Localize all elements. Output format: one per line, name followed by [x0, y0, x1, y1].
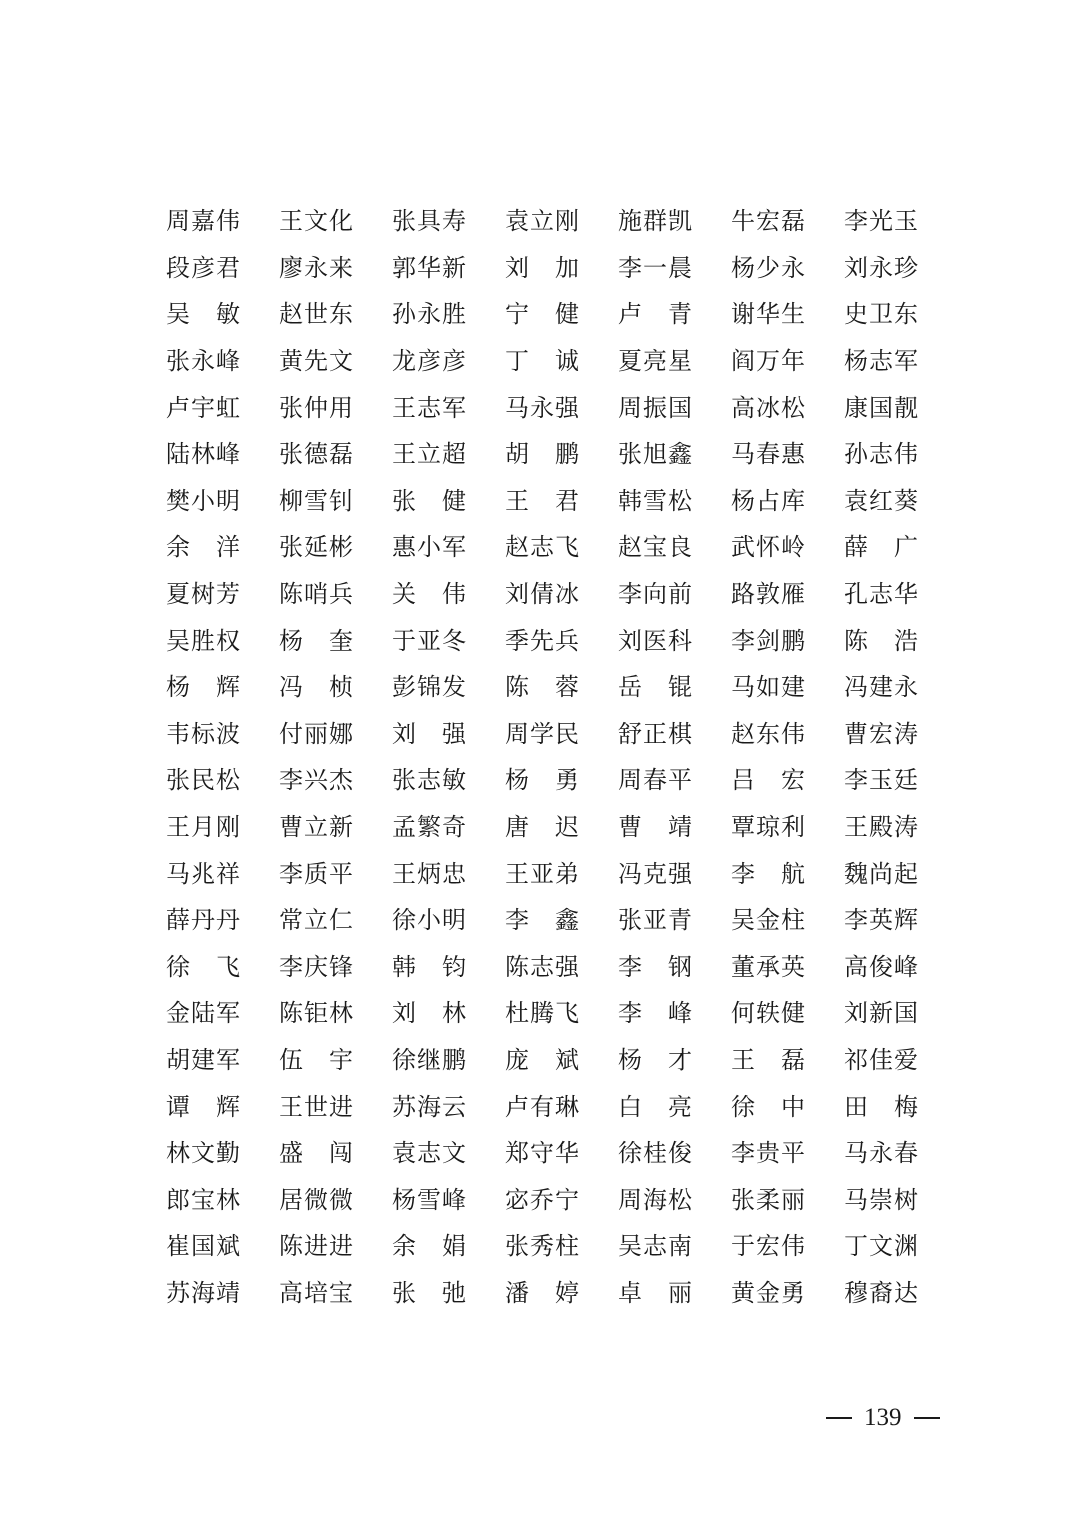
name-cell: 赵志飞: [505, 533, 580, 562]
name-cell: 何轶健: [731, 999, 806, 1028]
name-cell: 黄金勇: [731, 1278, 806, 1307]
name-cell: 张仲用: [279, 393, 354, 422]
name-cell: 马兆祥: [166, 859, 241, 888]
name-cell: 薛丹丹: [166, 906, 241, 935]
name-cell: 穆裔达: [844, 1278, 919, 1307]
name-row: [166, 291, 926, 338]
name-cell: 龙彦彦: [392, 347, 467, 376]
name-cell: 伍 宇: [279, 1045, 354, 1074]
name-cell: 关 伟: [392, 580, 467, 609]
name-cell: 王文化: [279, 207, 354, 236]
name-cell: 赵世东: [279, 300, 354, 329]
name-cell: 张具寿: [392, 207, 467, 236]
name-row: [166, 571, 926, 618]
name-cell: 廖永来: [279, 253, 354, 282]
name-cell: 张 弛: [392, 1278, 467, 1307]
name-cell: 张旭鑫: [618, 440, 693, 469]
name-cell: 徐小明: [392, 906, 467, 935]
name-row: [166, 524, 926, 571]
name-cell: 刘 林: [392, 999, 467, 1028]
name-cell: 韩雪松: [618, 486, 693, 515]
name-cell: 黄先文: [279, 347, 354, 376]
name-cell: 周振国: [618, 393, 693, 422]
name-cell: 张延彬: [279, 533, 354, 562]
name-cell: 孙志伟: [844, 440, 919, 469]
name-cell: 潘 婷: [505, 1278, 580, 1307]
name-cell: 宁 健: [505, 300, 580, 329]
name-cell: 施群凯: [618, 207, 693, 236]
name-cell: 李 钢: [618, 952, 693, 981]
page-number: 139: [864, 1404, 902, 1431]
name-cell: 路敦雁: [731, 580, 806, 609]
name-cell: 陈 浩: [844, 626, 919, 655]
name-row: [166, 850, 926, 897]
name-cell: 魏尚起: [844, 859, 919, 888]
name-cell: 李 航: [731, 859, 806, 888]
name-cell: 冯克强: [618, 859, 693, 888]
name-cell: 李剑鹏: [731, 626, 806, 655]
name-cell: 覃琼利: [731, 813, 806, 842]
name-cell: 李光玉: [844, 207, 919, 236]
name-cell: 谢华生: [731, 300, 806, 329]
name-cell: 柳雪钊: [279, 486, 354, 515]
name-cell: 李庆锋: [279, 952, 354, 981]
name-cell: 吴 敏: [166, 300, 241, 329]
name-cell: 郑守华: [505, 1139, 580, 1168]
name-cell: 徐继鹏: [392, 1045, 467, 1074]
name-cell: 宓乔宁: [505, 1185, 580, 1214]
name-row: [166, 338, 926, 385]
name-cell: 高培宝: [279, 1278, 354, 1307]
name-cell: 韦标波: [166, 719, 241, 748]
name-cell: 杨 才: [618, 1045, 693, 1074]
name-cell: 李向前: [618, 580, 693, 609]
name-cell: 周学民: [505, 719, 580, 748]
name-cell: 王 磊: [731, 1045, 806, 1074]
name-cell: 杨占库: [731, 486, 806, 515]
name-cell: 王志军: [392, 393, 467, 422]
name-cell: 张德磊: [279, 440, 354, 469]
name-cell: 冯 桢: [279, 673, 354, 702]
name-cell: 董承英: [731, 952, 806, 981]
name-row: [166, 1037, 926, 1084]
name-cell: 白 亮: [618, 1092, 693, 1121]
name-cell: 薛 广: [844, 533, 919, 562]
name-cell: 吴志南: [618, 1232, 693, 1261]
name-cell: 崔国斌: [166, 1232, 241, 1261]
name-row: [166, 711, 926, 758]
name-cell: 卢 青: [618, 300, 693, 329]
name-cell: 王 君: [505, 486, 580, 515]
name-cell: 杨 奎: [279, 626, 354, 655]
name-row: [166, 944, 926, 991]
name-row: [166, 478, 926, 525]
name-cell: 孙永胜: [392, 300, 467, 329]
name-cell: 彭锦发: [392, 673, 467, 702]
name-cell: 张永峰: [166, 347, 241, 376]
name-cell: 惠小军: [392, 533, 467, 562]
name-cell: 常立仁: [279, 906, 354, 935]
name-row: [166, 1176, 926, 1223]
name-cell: 卓 丽: [618, 1278, 693, 1307]
name-cell: 谭 辉: [166, 1092, 241, 1121]
name-row: [166, 198, 926, 245]
name-cell: 樊小明: [166, 486, 241, 515]
name-cell: 马永强: [505, 393, 580, 422]
name-cell: 徐 中: [731, 1092, 806, 1121]
name-cell: 金陆军: [166, 999, 241, 1028]
name-cell: 卢有琳: [505, 1092, 580, 1121]
name-cell: 张志敏: [392, 766, 467, 795]
name-cell: 刘 强: [392, 719, 467, 748]
name-cell: 牛宏磊: [731, 207, 806, 236]
name-cell: 付丽娜: [279, 719, 354, 748]
name-cell: 孟繁奇: [392, 813, 467, 842]
name-cell: 林文勤: [166, 1139, 241, 1168]
name-cell: 王炳忠: [392, 859, 467, 888]
name-cell: 杨少永: [731, 253, 806, 282]
name-cell: 祁佳爱: [844, 1045, 919, 1074]
name-cell: 王月刚: [166, 813, 241, 842]
name-cell: 李兴杰: [279, 766, 354, 795]
name-cell: 季先兵: [505, 626, 580, 655]
name-cell: 王世进: [279, 1092, 354, 1121]
dash-right: [914, 1417, 940, 1419]
name-cell: 杨志军: [844, 347, 919, 376]
name-cell: 余 洋: [166, 533, 241, 562]
name-cell: 曹立新: [279, 813, 354, 842]
name-cell: 陈进进: [279, 1232, 354, 1261]
name-row: [166, 804, 926, 851]
name-row: [166, 757, 926, 804]
name-cell: 马如建: [731, 673, 806, 702]
name-cell: 杨雪峰: [392, 1185, 467, 1214]
name-cell: 盛 闯: [279, 1139, 354, 1168]
page-footer: [826, 1404, 940, 1432]
name-row: [166, 617, 926, 664]
name-cell: 李质平: [279, 859, 354, 888]
name-cell: 陈志强: [505, 952, 580, 981]
name-cell: 李一晨: [618, 253, 693, 282]
dash-left: [826, 1417, 852, 1419]
name-cell: 陈钜林: [279, 999, 354, 1028]
name-cell: 杜腾飞: [505, 999, 580, 1028]
name-cell: 唐 迟: [505, 813, 580, 842]
name-cell: 吴胜权: [166, 626, 241, 655]
name-cell: 卢宇虹: [166, 393, 241, 422]
name-cell: 刘倩冰: [505, 580, 580, 609]
name-cell: 吕 宏: [731, 766, 806, 795]
name-cell: 武怀岭: [731, 533, 806, 562]
name-row: [166, 990, 926, 1037]
name-row: [166, 1270, 926, 1317]
name-cell: 曹 靖: [618, 813, 693, 842]
name-cell: 丁文渊: [844, 1232, 919, 1261]
name-cell: 张亚青: [618, 906, 693, 935]
name-cell: 王亚弟: [505, 859, 580, 888]
name-cell: 郎宝林: [166, 1185, 241, 1214]
name-cell: 周嘉伟: [166, 207, 241, 236]
name-cell: 余 娟: [392, 1232, 467, 1261]
name-list: [166, 198, 926, 1316]
name-cell: 徐 飞: [166, 952, 241, 981]
name-cell: 夏树芳: [166, 580, 241, 609]
name-cell: 丁 诚: [505, 347, 580, 376]
name-cell: 胡 鹏: [505, 440, 580, 469]
name-cell: 李玉廷: [844, 766, 919, 795]
name-cell: 徐桂俊: [618, 1139, 693, 1168]
name-cell: 马春惠: [731, 440, 806, 469]
name-cell: 李 鑫: [505, 906, 580, 935]
name-cell: 康国靓: [844, 393, 919, 422]
name-cell: 舒正棋: [618, 719, 693, 748]
name-cell: 田 梅: [844, 1092, 919, 1121]
name-cell: 陈 蓉: [505, 673, 580, 702]
name-cell: 王殿涛: [844, 813, 919, 842]
name-cell: 陆林峰: [166, 440, 241, 469]
name-cell: 韩 钧: [392, 952, 467, 981]
name-cell: 吴金柱: [731, 906, 806, 935]
name-cell: 李贵平: [731, 1139, 806, 1168]
name-cell: 马崇树: [844, 1185, 919, 1214]
name-row: [166, 431, 926, 478]
name-row: [166, 897, 926, 944]
name-cell: 于亚冬: [392, 626, 467, 655]
name-cell: 张民松: [166, 766, 241, 795]
name-cell: 曹宏涛: [844, 719, 919, 748]
name-cell: 袁立刚: [505, 207, 580, 236]
name-cell: 岳 锟: [618, 673, 693, 702]
name-cell: 杨 勇: [505, 766, 580, 795]
name-cell: 周海松: [618, 1185, 693, 1214]
name-cell: 郭华新: [392, 253, 467, 282]
name-cell: 刘新国: [844, 999, 919, 1028]
name-cell: 刘医科: [618, 626, 693, 655]
name-cell: 史卫东: [844, 300, 919, 329]
name-cell: 庞 斌: [505, 1045, 580, 1074]
name-cell: 夏亮星: [618, 347, 693, 376]
name-cell: 段彦君: [166, 253, 241, 282]
name-cell: 刘永珍: [844, 253, 919, 282]
name-row: [166, 245, 926, 292]
name-cell: 张 健: [392, 486, 467, 515]
name-cell: 胡建军: [166, 1045, 241, 1074]
name-cell: 杨 辉: [166, 673, 241, 702]
name-cell: 陈哨兵: [279, 580, 354, 609]
name-cell: 苏海靖: [166, 1278, 241, 1307]
name-cell: 张秀柱: [505, 1232, 580, 1261]
name-cell: 高冰松: [731, 393, 806, 422]
name-cell: 袁志文: [392, 1139, 467, 1168]
name-cell: 冯建永: [844, 673, 919, 702]
name-cell: 于宏伟: [731, 1232, 806, 1261]
name-cell: 李 峰: [618, 999, 693, 1028]
name-cell: 张柔丽: [731, 1185, 806, 1214]
name-cell: 高俊峰: [844, 952, 919, 981]
name-cell: 刘 加: [505, 253, 580, 282]
name-row: [166, 1130, 926, 1177]
name-cell: 孔志华: [844, 580, 919, 609]
name-cell: 赵东伟: [731, 719, 806, 748]
name-cell: 苏海云: [392, 1092, 467, 1121]
name-row: [166, 1223, 926, 1270]
name-cell: 阎万年: [731, 347, 806, 376]
name-cell: 马永春: [844, 1139, 919, 1168]
name-cell: 李英辉: [844, 906, 919, 935]
name-cell: 王立超: [392, 440, 467, 469]
name-cell: 赵宝良: [618, 533, 693, 562]
name-row: [166, 664, 926, 711]
name-row: [166, 384, 926, 431]
name-cell: 袁红葵: [844, 486, 919, 515]
name-cell: 居微微: [279, 1185, 354, 1214]
name-row: [166, 1083, 926, 1130]
name-cell: 周春平: [618, 766, 693, 795]
